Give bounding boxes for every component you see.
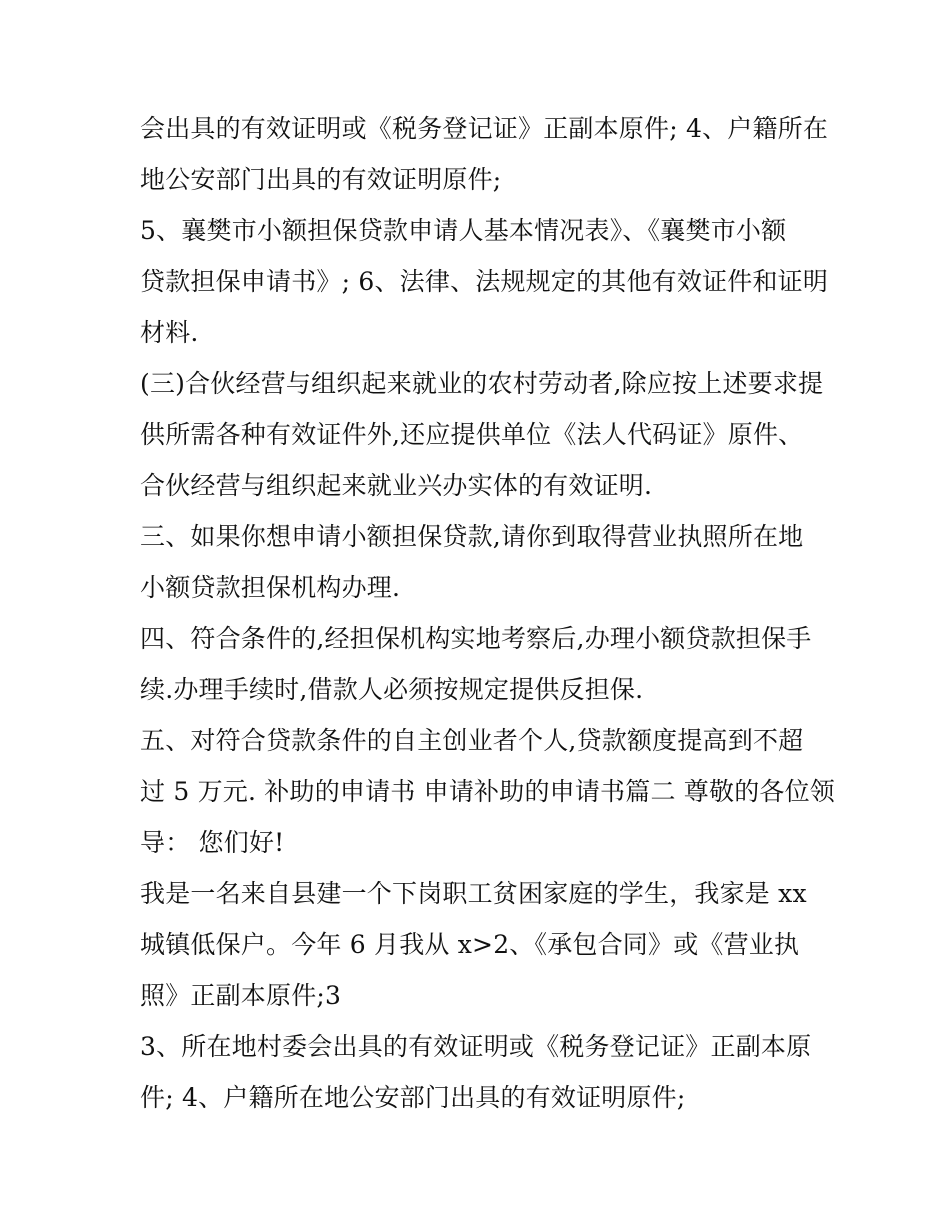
body-text-line: 续.办理手续时,借款人必须按规定提供反担保. xyxy=(140,675,644,704)
body-text-line: 四、符合条件的,经担保机构实地考察后,办理小额贷款担保手 xyxy=(140,624,812,653)
body-text-line: 五、对符合贷款条件的自主创业者个人,贷款额度提高到不超 xyxy=(140,726,804,755)
body-text-line: 5、襄樊市小额担保贷款申请人基本情况表》、《襄樊市小额 xyxy=(140,216,787,245)
body-text-line: 我是一名来自县建一个下岗职工贫困家庭的学生，我家是 xx xyxy=(140,879,807,908)
body-text-line: 供所需各种有效证件外,还应提供单位《法人代码证》原件、 xyxy=(140,420,804,449)
body-text-line: 件; 4、户籍所在地公安部门出具的有效证明原件; xyxy=(140,1083,686,1112)
body-text-line: 贷款担保申请书》; 6、法律、法规规定的其他有效证件和证明 xyxy=(140,267,829,296)
body-text-line: 材料. xyxy=(140,318,199,347)
body-text-line: (三)合伙经营与组织起来就业的农村劳动者,除应按上述要求提 xyxy=(140,369,824,398)
body-text-line: 三、如果你想申请小额担保贷款,请你到取得营业执照所在地 xyxy=(140,522,804,551)
body-text-line: 小额贷款担保机构办理. xyxy=(140,573,401,602)
body-text-line: 照》正副本原件;3 xyxy=(140,981,342,1010)
body-text-line: 城镇低保户。今年 6 月我从 x>2、《承包合同》或《营业执 xyxy=(140,930,800,959)
body-text-line: 过 5 万元. 补助的申请书 申请补助的申请书篇二 尊敬的各位领 xyxy=(140,777,835,806)
body-text-line: 地公安部门出具的有效证明原件; xyxy=(140,165,502,194)
body-text-line: 3、所在地村委会出具的有效证明或《税务登记证》正副本原 xyxy=(140,1032,812,1061)
body-text-line: 会出具的有效证明或《税务登记证》正副本原件; 4、户籍所在 xyxy=(140,114,829,143)
body-text-line: 合伙经营与组织起来就业兴办实体的有效证明. xyxy=(140,471,653,500)
body-text-line: 导： 您们好! xyxy=(140,828,285,857)
